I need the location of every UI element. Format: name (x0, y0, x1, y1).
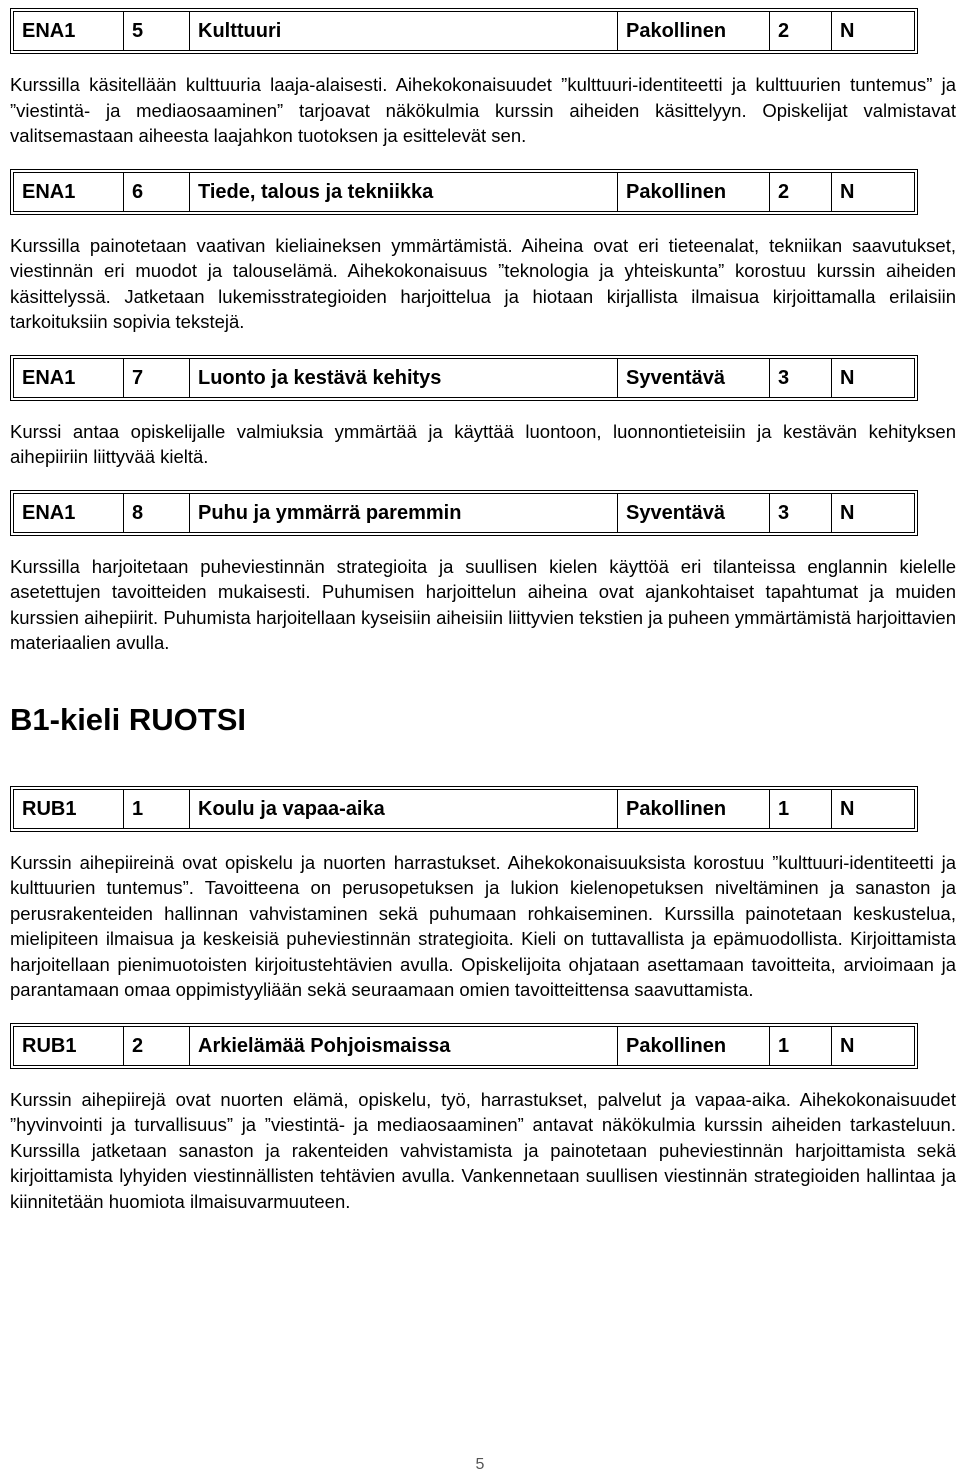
course-title: Koulu ja vapaa-aika (190, 790, 618, 828)
course-number: 1 (124, 790, 190, 828)
course-grade: N (840, 20, 855, 42)
course-code: ENA1 (14, 173, 124, 211)
course-number: 2 (124, 1027, 190, 1065)
course-number: 8 (124, 494, 190, 532)
course-ena1-6 (10, 169, 956, 335)
course-description: Kurssi antaa opiskelijalle valmiuksia ymmärtää ja käyttää luontoon, luonnontieteisiin ja kestävän kehityksen aihepiiriin liittyvää kieltä. (10, 420, 956, 467)
course-type: Pakollinen (618, 790, 770, 828)
course-header-table (10, 169, 918, 215)
course-grade: N (840, 501, 855, 524)
course-title: Puhu ja ymmärrä paremmin (190, 494, 618, 532)
course-code: ENA1 (14, 12, 124, 50)
course-type: Syventävä (618, 494, 770, 532)
course-description: Kurssin aihepiireinä ovat opiskelu ja nuorten harrastukset. Aihekokonaisuuksista korostuu ”kulttuuri-identiteetti ja kulttuurien tuntemus”. Tavoitteena on perusopetuksen ja lukion kielenopetuksen niveltäminen ja sanaston ja perusrakenteiden hallinnan vahvistaminen sekä puhumaan rohkaiseminen. Kurssilla painotetaan keskustelua, mielipiteen ilmaisua ja keskeisiä puheviestinnän strategioita. Kieli on tuttavallista ja epämuodollista. Kirjoittamista harjoitellaan pienimuotoisten kirjoitustehtävien avulla. Opiskelijoita ohjataan asettamaan tavoitteita, arvioimaan ja parantamaan omaa oppimistyyliään sekä seuraamaan omien tavoitteittensa saavuttamista. (10, 851, 956, 1000)
course-header-table (10, 1023, 918, 1069)
course-number: 7 (124, 359, 190, 397)
course-type: Pakollinen (618, 173, 770, 211)
document-page (10, 8, 956, 1234)
course-description: Kurssilla painotetaan vaativan kieliaineksen ymmärtämistä. Aiheina ovat eri tieteenalat, tekniikan saavutukset, viestinnän eri muodot ja talouselämä. Aihekokonaisuus ”teknologia ja yhteiskunta” korostuu kurssin aiheiden käsittelyssä. Jatketaan lukemisstrategioiden harjoittelua ja hiotaan kirjallista ilmaisua kirjoittamalla erilaisiin tarkoituksiin sopivia tekstejä. (10, 234, 956, 332)
course-header-table (10, 8, 918, 54)
course-credits: 1 (770, 1027, 832, 1065)
page-number: 5 (475, 1456, 485, 1473)
course-credits: 2 (770, 173, 832, 211)
course-grade: N (840, 366, 855, 389)
course-credits: 3 (770, 494, 832, 532)
course-code: RUB1 (14, 790, 124, 828)
course-ena1-8 (10, 490, 956, 656)
course-credits: 3 (770, 359, 832, 397)
course-grade: N (840, 1034, 855, 1057)
course-description: Kurssin aihepiirejä ovat nuorten elämä, opiskelu, työ, harrastukset, palvelut ja vapaa-aika. Aihekokonaisuudet ”hyvinvointi ja turvallisuus” ja ”viestintä- ja mediaosaaminen” antavat näkökulmia kurssin aiheiden tarkasteluun. Kurssilla jatketaan sanaston ja rakenteiden vahvistamista ja painotetaan puheviestinnän harjoittamista sekä kirjoittamista lyhyiden viestinnällisten tehtävien avulla. Vankennetaan suullisen viestinnän strategioiden hallintaa ja kiinnitetään huomiota ilmaisuvarmuuteen. (10, 1088, 956, 1212)
course-description: Kurssilla harjoitetaan puheviestinnän strategioita ja suullisen kielen käyttöä eri tilanteissa englannin kielelle asetettujen tavoitteiden mukaisesti. Puhumisen harjoittelun aiheina ovat ajankohtaiset tapahtumat ja muiden kurssien aihepiirit. Puhumista harjoitellaan kyseisiin aiheisiin liittyvien tekstien ja puheen ymmärtämistä harjoittavien materiaalien avulla. (10, 555, 956, 653)
course-ena1-5 (10, 8, 956, 149)
course-credits: 2 (770, 12, 832, 50)
course-header-table (10, 786, 918, 832)
course-rub1-1 (10, 786, 956, 1003)
course-title: Tiede, talous ja tekniikka (190, 173, 618, 211)
course-grade: N (840, 797, 855, 820)
course-code: RUB1 (14, 1027, 124, 1065)
course-title: Arkielämää Pohjoismaissa (190, 1027, 618, 1065)
course-number: 6 (124, 173, 190, 211)
section-heading: B1-kieli RUOTSI (10, 701, 246, 737)
course-grade: N (840, 180, 855, 203)
course-number: 5 (124, 12, 190, 50)
course-rub1-2 (10, 1023, 956, 1215)
course-type: Pakollinen (618, 1027, 770, 1065)
course-title: Kulttuuri (190, 12, 618, 50)
course-type: Pakollinen (618, 12, 770, 50)
course-description: Kurssilla käsitellään kulttuuria laaja-alaisesti. Aihekokonaisuudet ”kulttuuri-identiteetti ja kulttuurien tuntemus” ja ”viestintä- ja mediaosaaminen” tarjoavat näkökulmia kurssin aiheiden käsittelyyn. Opiskelijat valmistavat valitsemastaan aiheesta laajahkon tuotoksen ja esittelevät sen. (10, 74, 956, 146)
course-title: Luonto ja kestävä kehitys (190, 359, 618, 397)
course-ena1-7 (10, 355, 956, 470)
course-header-table (10, 355, 918, 401)
course-credits: 1 (770, 790, 832, 828)
course-code: ENA1 (14, 359, 124, 397)
course-header-table (10, 490, 918, 536)
course-code: ENA1 (14, 494, 124, 532)
course-type: Syventävä (618, 359, 770, 397)
